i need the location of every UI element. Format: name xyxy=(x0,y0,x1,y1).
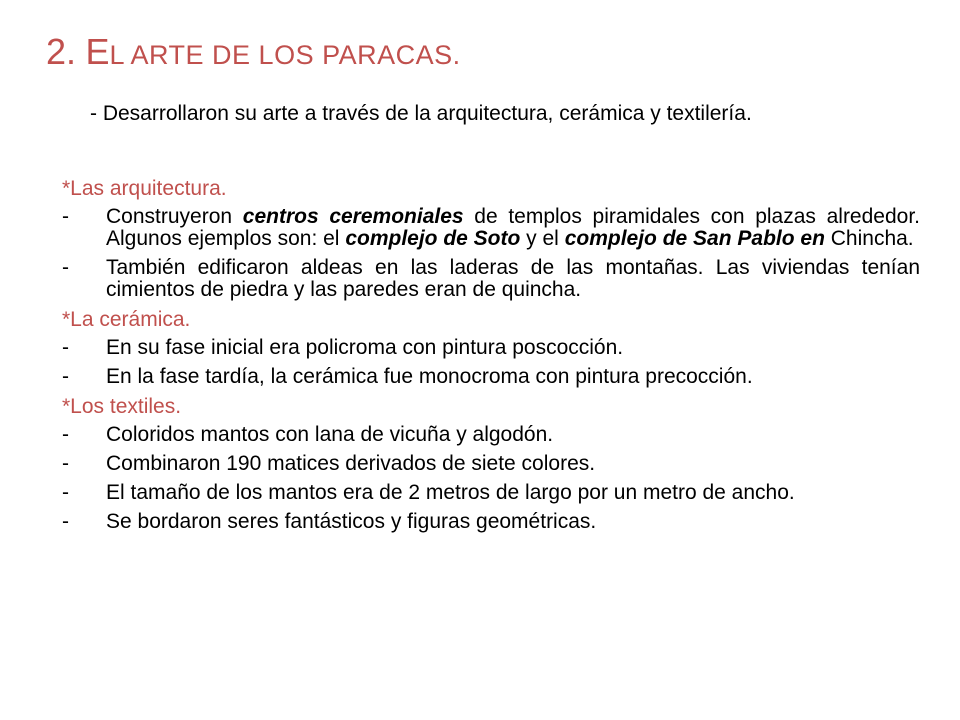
intro-paragraph: - Desarrollaron su arte a través de la arquitectura, cerámica y textilería. xyxy=(90,102,752,125)
item-text xyxy=(106,206,920,250)
list-item xyxy=(62,453,920,475)
item-text-part: de templos piramidales con plazas alrededor. Algunos ejemplos son: el xyxy=(106,205,920,250)
title-rest: L ARTE DE LOS PARACAS. xyxy=(109,40,461,70)
emphasis-complejo-san-pablo: complejo de San Pablo en xyxy=(564,227,825,250)
content-body xyxy=(62,172,920,540)
title-first-letter: E xyxy=(85,31,110,72)
item-text: En su fase inicial era policroma con pintura poscocción. xyxy=(106,336,624,359)
bullet-dash: - xyxy=(62,256,69,279)
item-text: Se bordaron seres fantásticos y figuras geométricas. xyxy=(106,510,597,533)
bullet-dash: - xyxy=(62,205,69,228)
list-item xyxy=(62,206,920,250)
list-item xyxy=(62,337,920,359)
list-item xyxy=(62,482,920,504)
list-item xyxy=(62,257,920,301)
item-text: El tamaño de los mantos era de 2 metros de largo por un metro de ancho. xyxy=(106,481,795,504)
slide-title xyxy=(46,28,461,79)
item-text-part: Chincha. xyxy=(824,227,914,250)
emphasis-centros-ceremoniales: centros ceremoniales xyxy=(242,205,464,228)
bullet-dash: - xyxy=(62,481,69,504)
item-text-part: Construyeron xyxy=(106,205,243,228)
emphasis-complejo-de-soto: complejo de Soto xyxy=(345,227,521,250)
heading-ceramica: *La cerámica. xyxy=(62,308,191,331)
bullet-dash: - xyxy=(62,510,69,533)
heading-arquitectura: *Las arquitectura. xyxy=(62,177,227,200)
list-item xyxy=(62,424,920,446)
bullet-dash: - xyxy=(62,423,69,446)
item-text: También edificaron aldeas en las laderas de las montañas. Las viviendas tenían cimientos de piedra y las paredes eran de quincha. xyxy=(106,256,920,301)
item-text: Coloridos mantos con lana de vicuña y algodón. xyxy=(106,423,554,446)
heading-textiles: *Los textiles. xyxy=(62,395,182,418)
list-item xyxy=(62,366,920,388)
bullet-dash: - xyxy=(62,452,69,475)
item-text: Combinaron 190 matices derivados de siete colores. xyxy=(106,452,596,475)
title-number: 2. xyxy=(46,31,77,72)
list-item xyxy=(62,511,920,533)
bullet-dash: - xyxy=(62,365,69,388)
bullet-dash: - xyxy=(62,336,69,359)
item-text: En la fase tardía, la cerámica fue monocroma con pintura precocción. xyxy=(106,365,753,388)
item-text-part: y el xyxy=(520,227,565,250)
